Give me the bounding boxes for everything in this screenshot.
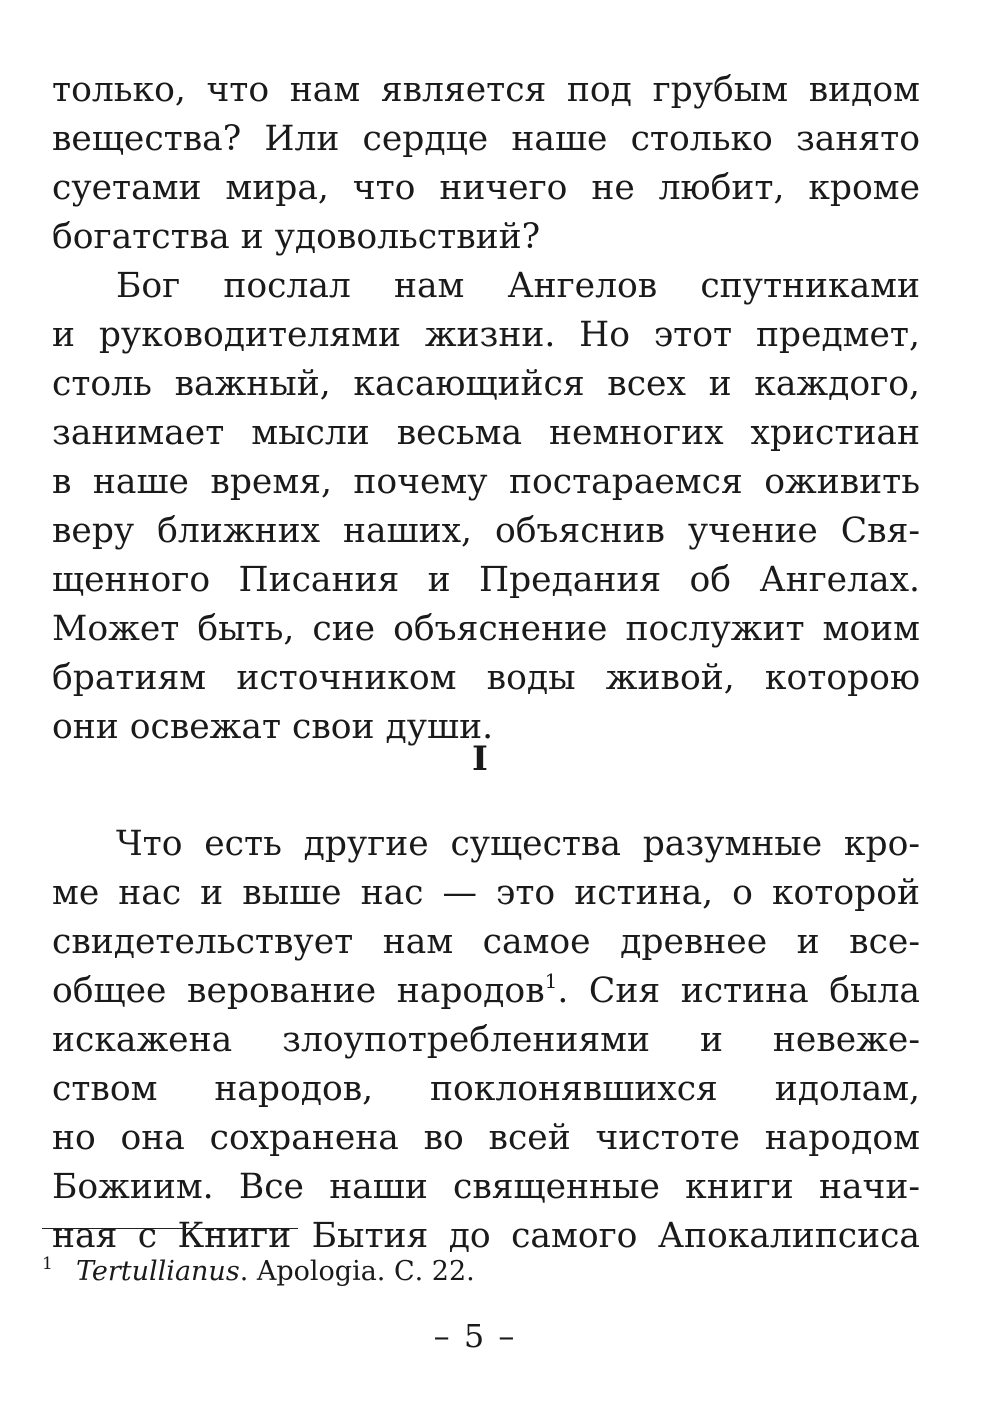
section-heading: I xyxy=(472,739,488,779)
text-line: в наше время, почему постараемся оживить xyxy=(52,462,920,502)
text-line: свидетельствует нам самое древнее и все- xyxy=(52,922,920,962)
footnote-divider xyxy=(42,1228,298,1229)
text-line: Что есть другие существа разумные кро- xyxy=(116,824,920,864)
text-line: ная с Книги Бытия до самого Апокалипсиса xyxy=(52,1216,920,1256)
text-line: столь важный, касающийся всех и каждого, xyxy=(52,364,920,404)
text-line: веру ближних наших, объяснив учение Свя- xyxy=(52,511,920,551)
text-line-with-footnote-ref xyxy=(52,967,920,1016)
text-line: Бог послал нам Ангелов спутниками xyxy=(116,266,920,306)
text-line: но она сохранена во всей чистоте народом xyxy=(52,1118,920,1158)
footnote xyxy=(42,1244,475,1292)
text-line: ством народов, поклонявшихся идолам, xyxy=(52,1069,920,1109)
text-line: занимает мысли весьма немногих христиан xyxy=(52,413,920,453)
text-line: Божиим. Все наши священные книги начи- xyxy=(52,1167,920,1207)
text-line: щенного Писания и Предания об Ангелах. xyxy=(52,560,920,600)
text-line: суетами мира, что ничего не любит, кроме xyxy=(52,168,920,208)
body-text-top xyxy=(52,66,920,752)
text-line: они освежат свои души. xyxy=(52,707,494,747)
footnote-marker: 1 xyxy=(42,1254,53,1274)
text-line: братиям источником воды живой, которою xyxy=(52,658,920,698)
text-line: искажена злоупотреблениями и невеже- xyxy=(52,1020,920,1060)
footnote-source: . Apologia. С. 22. xyxy=(239,1256,475,1287)
text-line: только, что нам является под грубым видом xyxy=(52,70,920,110)
body-text-bottom xyxy=(52,820,920,1261)
footnote-reference: 1 xyxy=(544,969,558,993)
text-segment: . Сия истина была xyxy=(557,971,920,1011)
text-segment: общее верование народов xyxy=(52,971,545,1011)
footnote-author: Tertullianus xyxy=(76,1256,240,1287)
text-line: и руководителями жизни. Но этот предмет, xyxy=(52,315,920,355)
text-line: богатства и удовольствий? xyxy=(52,217,541,257)
text-line: ме нас и выше нас — это истина, о которой xyxy=(52,873,920,913)
page-number: – 5 – xyxy=(433,1317,517,1355)
text-line: Может быть, сие объяснение послужит моим xyxy=(52,609,920,649)
text-line: вещества? Или сердце наше столько занято xyxy=(52,119,920,159)
